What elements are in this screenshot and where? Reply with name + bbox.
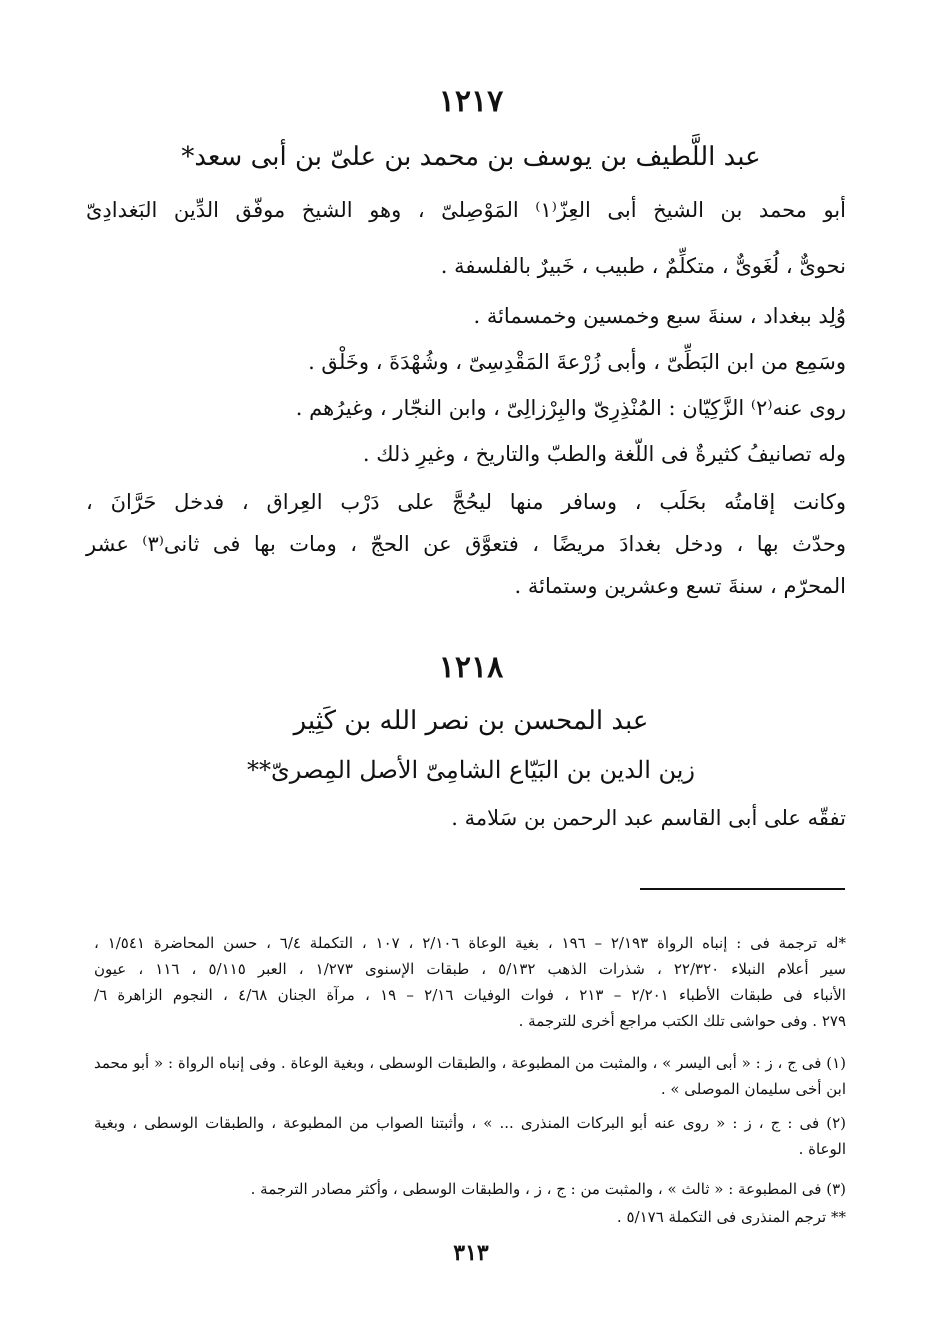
entry-subtitle-1218: زين الدين بن البَيّاع الشامِىّ الأصل المِصرىّ**: [246, 756, 696, 784]
footnote-line-7: (٢) فى : ج ، ز : « روى عنه أبو البركات المنذرى ... » ، وأثبتنا الصواب من المطبوعة ، والطبقات الوسطى ، وبغية: [94, 1114, 846, 1132]
entry-1217-line-8: وحدّث بها ، ودخل بغدادَ مريضًا ، فتعوَّق عن الحجّ ، ومات بها فى ثانى⁽٣⁾ عشر: [86, 532, 846, 556]
entry-title-1218: عبد المحسن بن نصر الله بن كَثِير: [293, 706, 649, 736]
entry-1217-line-4: وسَمِع من ابن البَطِّىّ ، وأبى زُرْعةَ المَقْدِسِىّ ، وشُهْدَةَ ، وخَلْق .: [308, 350, 846, 374]
footnote-line-5: (١) فى ج ، ز : « أبى اليسر » ، والمثبت من المطبوعة ، والطبقات الوسطى ، وبغية الوعاة . وفى إنباه الرواة : « أبو محمد: [94, 1054, 846, 1072]
entry-1217-line-1: أبو محمد بن الشيخ أبى العِزّ⁽١⁾ المَوْصِلىّ ، وهو الشيخ موفّق الدِّين البَغدادِىّ: [86, 198, 846, 222]
entry-1217-line-2: نحوىٌّ ، لُغَوىٌّ ، متكلِّمٌ ، طبيب ، خَبيرٌ بالفلسفة .: [440, 254, 846, 278]
footnote-separator: [640, 888, 845, 890]
footnote-line-8: الوعاة .: [798, 1140, 846, 1158]
footnote-line-6: ابن أخى سليمان الموصلى » .: [660, 1080, 846, 1098]
entry-number-1217: ١٢١٧: [438, 84, 504, 119]
entry-1217-line-6: وله تصانيفُ كثيرةٌ فى اللّغة والطبّ والتاريخ ، وغيرِ ذلك .: [362, 442, 846, 466]
entry-1217-line-7: وكانت إقامتُه بحَلَب ، وسافر منها ليحُجَّ على دَرْب العِراق ، فدخل حَرَّانَ ،: [86, 490, 846, 514]
footnote-line-4: ٢٧٩ . وفى حواشى تلك الكتب مراجع أخرى للترجمة .: [518, 1012, 846, 1030]
entry-1217-line-5: روى عنه⁽٢⁾ الزَّكِيّان : المُنْذِرِىّ والبِرْزالِىّ ، وابن النجّار ، وغيرُهم .: [295, 396, 846, 420]
footnote-line-10: ** ترجم المنذرى فى التكملة ٥/١٧٦ .: [616, 1208, 846, 1226]
entry-1217-line-9: المحرّم ، سنةَ تسع وعشرين وستمائة .: [514, 574, 846, 598]
footnote-line-9: (٣) فى المطبوعة : « ثالث » ، والمثبت من : ج ، ز ، والطبقات الوسطى ، وأكثر مصادر الترجمة .: [250, 1180, 846, 1198]
entry-1218-line-1: تفقّه على أبى القاسم عبد الرحمن بن سَلامة .: [451, 806, 846, 830]
entry-1217-line-3: وُلِد ببغداد ، سنةَ سبع وخمسين وخمسمائة .: [473, 304, 846, 328]
page-number: ٣١٣: [453, 1240, 489, 1266]
footnote-line-2: سير أعلام النبلاء ٢٢/٣٢٠ ، شذرات الذهب ٥/١٣٢ ، طبقات الإسنوى ١/٢٧٣ ، العبر ٥/١١٥ ، ١١٦ ، عيون: [94, 960, 847, 978]
footnote-line-3: الأنباء فى طبقات الأطباء ٢/٢٠١ – ٢١٣ ، فوات الوفيات ٢/١٦ – ١٩ ، مرآة الجنان ٤/٦٨ ، النجوم الزاهرة ٦/: [94, 986, 846, 1004]
entry-number-1218: ١٢١٨: [438, 650, 504, 685]
footnote-line-1: *له ترجمة فى : إنباه الرواة ٢/١٩٣ – ١٩٦ ، بغية الوعاة ٢/١٠٦ ، ١٠٧ ، التكملة ٦/٤ ، حسن المحاضرة ١/٥٤١ ،: [94, 934, 847, 952]
entry-title-1217: عبد اللَّطيف بن يوسف بن محمد بن علىّ بن أبى سعد*: [181, 142, 761, 172]
